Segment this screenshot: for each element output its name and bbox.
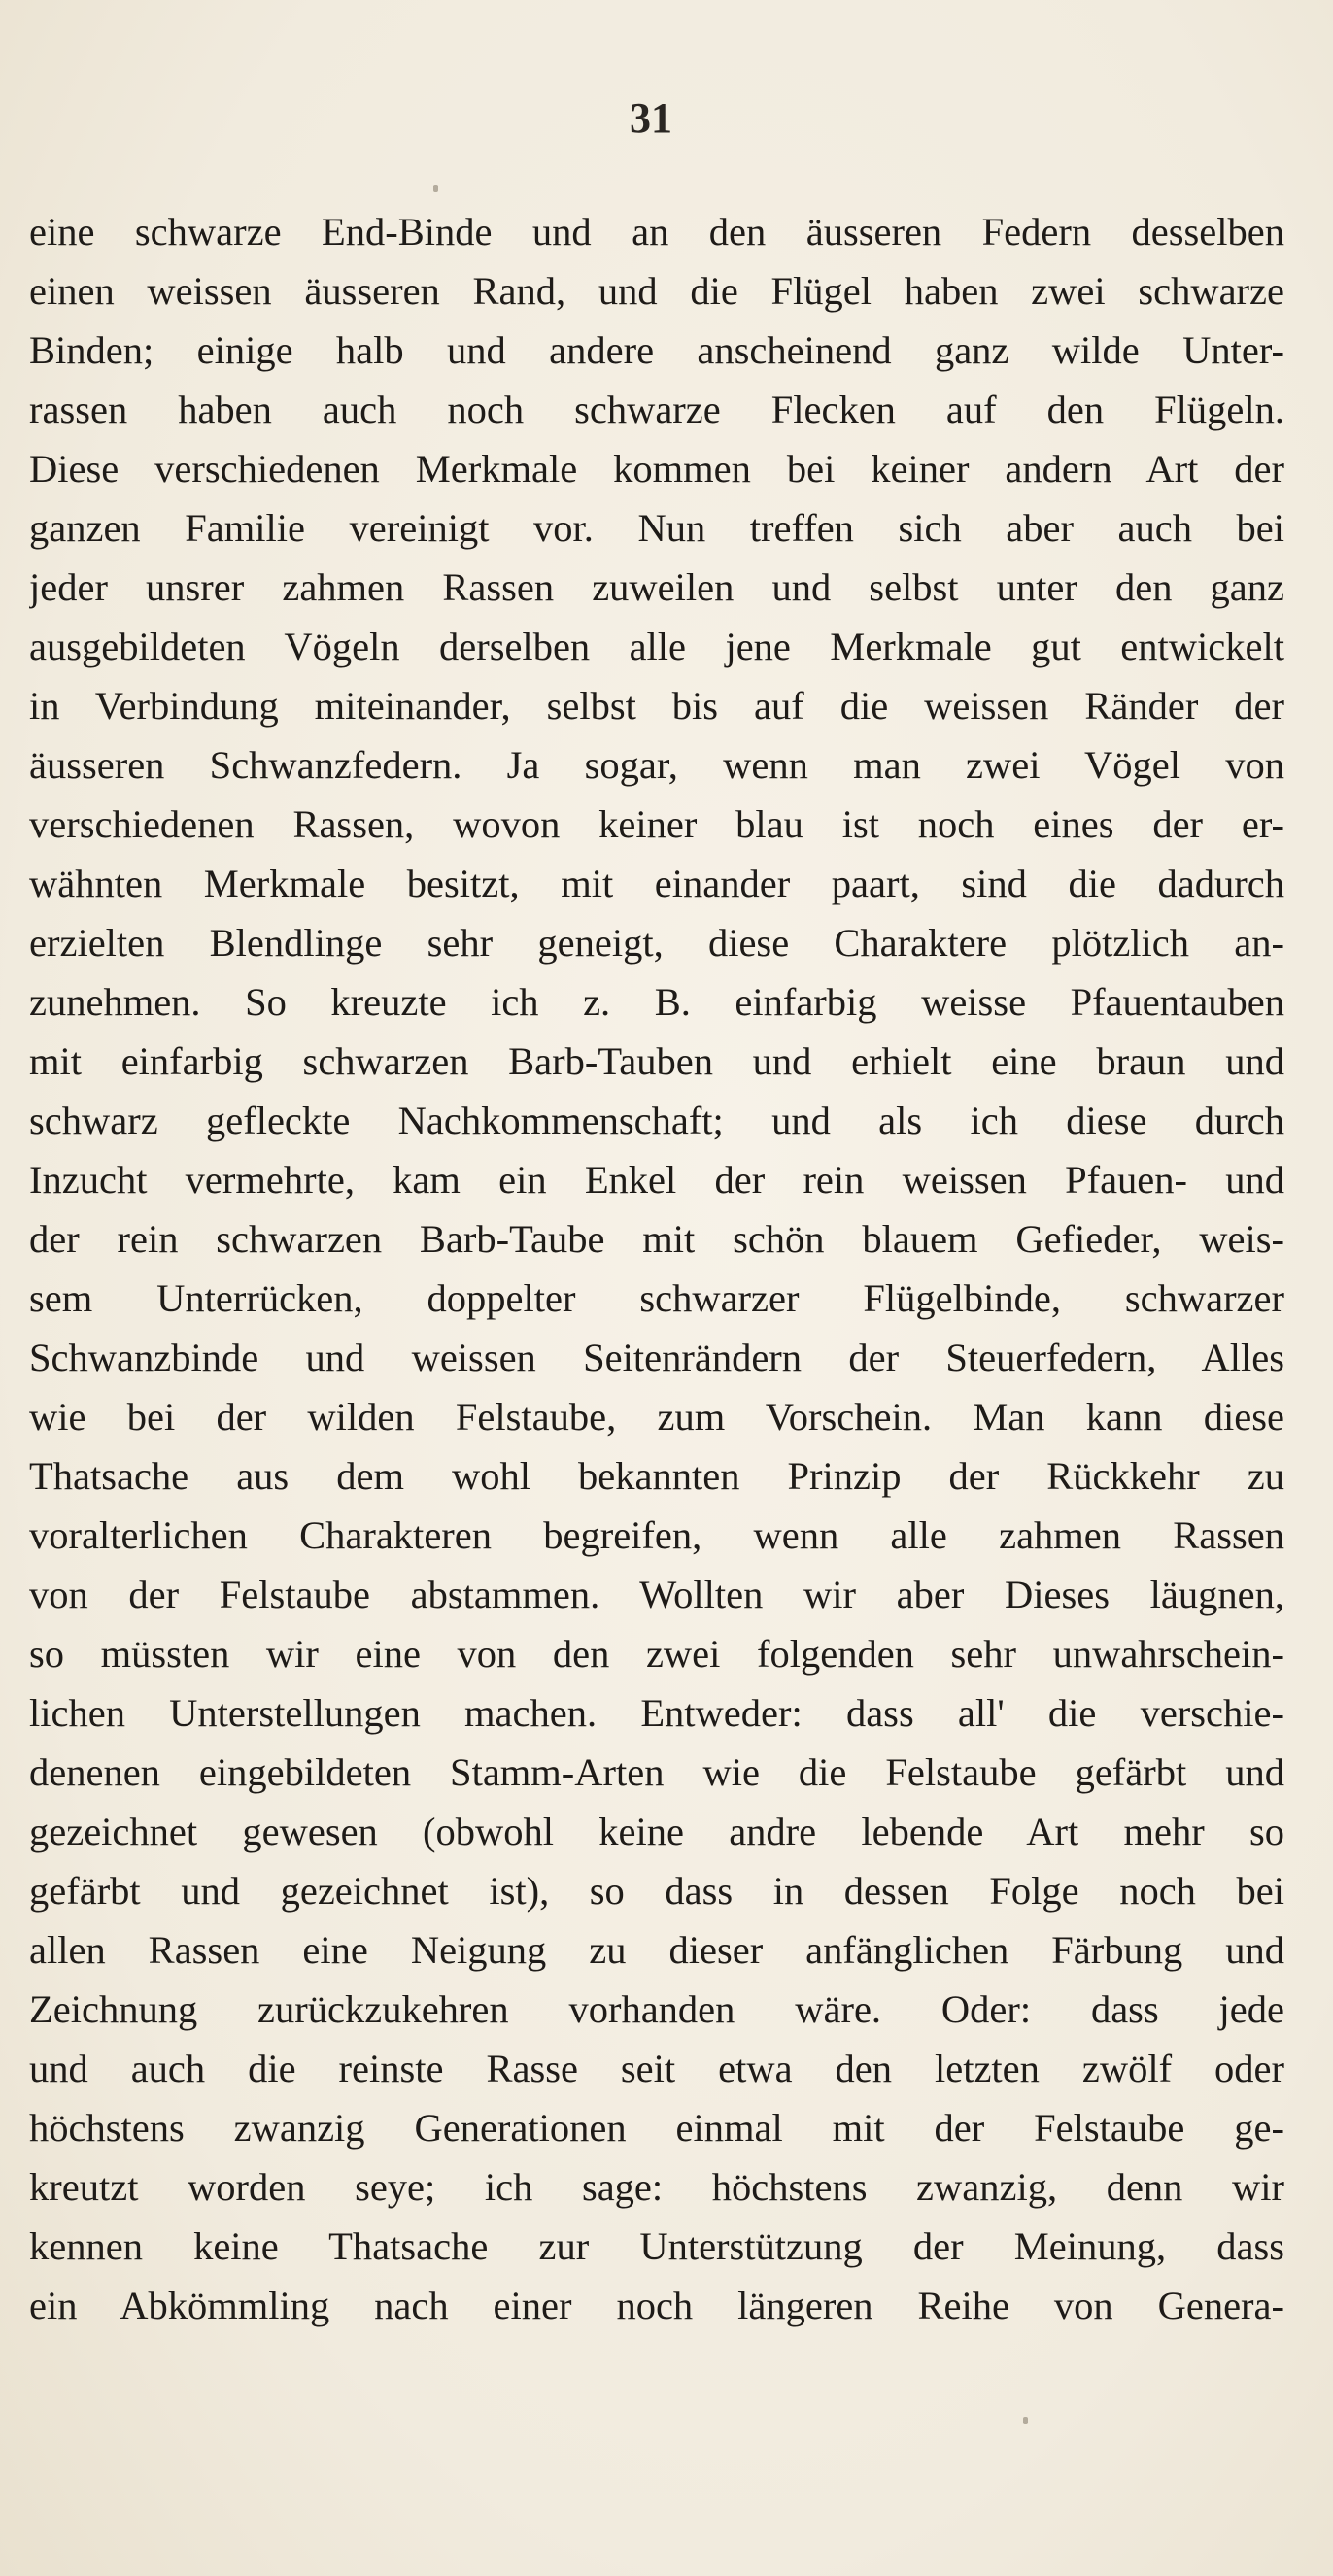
page-number: 31	[630, 94, 672, 142]
text-line: jeder unsrer zahmen Rassen zuweilen und selbst unter den ganz	[29, 565, 1284, 609]
text-line: Diese verschiedenen Merkmale kommen bei keiner andern Art der	[29, 447, 1284, 491]
text-line: äusseren Schwanzfedern. Ja sogar, wenn man zwei Vögel von	[29, 743, 1284, 787]
text-line: kennen keine Thatsache zur Unterstützung der Meinung, dass	[29, 2224, 1284, 2268]
text-line: gefärbt und gezeichnet ist), so dass in dessen Folge noch bei	[29, 1869, 1284, 1913]
text-line: schwarz gefleckte Nachkommenschaft; und als ich diese durch	[29, 1099, 1284, 1142]
text-line: von der Felstaube abstammen. Wollten wir aber Dieses läugnen,	[29, 1573, 1284, 1616]
text-line: einen weissen äusseren Rand, und die Flügel haben zwei schwarze	[29, 269, 1284, 313]
text-line: allen Rassen eine Neigung zu dieser anfänglichen Färbung und	[29, 1928, 1284, 1972]
text-line: wie bei der wilden Felstaube, zum Vorschein. Man kann diese	[29, 1395, 1284, 1439]
text-line: eine schwarze End-Binde und an den äusseren Federn desselben	[29, 210, 1284, 254]
paper-speck	[1023, 2417, 1028, 2424]
text-line: rassen haben auch noch schwarze Flecken auf den Flügeln.	[29, 388, 1284, 431]
text-line: verschiedenen Rassen, wovon keiner blau ist noch eines der er-	[29, 802, 1284, 846]
body-text	[29, 202, 1284, 2335]
text-line: höchstens zwanzig Generationen einmal mit der Felstaube ge-	[29, 2106, 1284, 2150]
text-line: gezeichnet gewesen (obwohl keine andre lebende Art mehr so	[29, 1810, 1284, 1853]
text-line: denenen eingebildeten Stamm-Arten wie die Felstaube gefärbt und	[29, 1750, 1284, 1794]
text-line: zunehmen. So kreuzte ich z. B. einfarbig weisse Pfauentauben	[29, 980, 1284, 1024]
text-line: Binden; einige halb und andere anscheinend ganz wilde Unter-	[29, 328, 1284, 372]
text-line: voralterlichen Charakteren begreifen, wenn alle zahmen Rassen	[29, 1513, 1284, 1557]
text-line: ein Abkömmling nach einer noch längeren Reihe von Genera-	[29, 2284, 1284, 2327]
text-line: mit einfarbig schwarzen Barb-Tauben und erhielt eine braun und	[29, 1039, 1284, 1083]
text-line: kreutzt worden seye; ich sage: höchstens zwanzig, denn wir	[29, 2165, 1284, 2209]
text-line: Schwanzbinde und weissen Seitenrändern der Steuerfedern, Alles	[29, 1336, 1284, 1379]
text-line: der rein schwarzen Barb-Taube mit schön blauem Gefieder, weis-	[29, 1217, 1284, 1261]
text-line: Thatsache aus dem wohl bekannten Prinzip der Rückkehr zu	[29, 1454, 1284, 1498]
text-line: Zeichnung zurückzukehren vorhanden wäre. Oder: dass jede	[29, 1987, 1284, 2031]
text-line: und auch die reinste Rasse seit etwa den letzten zwölf oder	[29, 2047, 1284, 2090]
text-line: Inzucht vermehrte, kam ein Enkel der rein weissen Pfauen- und	[29, 1158, 1284, 1202]
text-line: so müssten wir eine von den zwei folgenden sehr unwahrschein-	[29, 1632, 1284, 1676]
text-line: lichen Unterstellungen machen. Entweder: dass all' die verschie-	[29, 1691, 1284, 1735]
text-line: erzielten Blendlinge sehr geneigt, diese Charaktere plötzlich an-	[29, 921, 1284, 965]
text-line: sem Unterrücken, doppelter schwarzer Flügelbinde, schwarzer	[29, 1276, 1284, 1320]
paper-speck	[433, 185, 438, 192]
text-line: ganzen Familie vereinigt vor. Nun treffen sich aber auch bei	[29, 506, 1284, 550]
text-line: wähnten Merkmale besitzt, mit einander paart, sind die dadurch	[29, 862, 1284, 905]
text-line: ausgebildeten Vögeln derselben alle jene Merkmale gut entwickelt	[29, 625, 1284, 668]
text-line: in Verbindung miteinander, selbst bis auf die weissen Ränder der	[29, 684, 1284, 728]
